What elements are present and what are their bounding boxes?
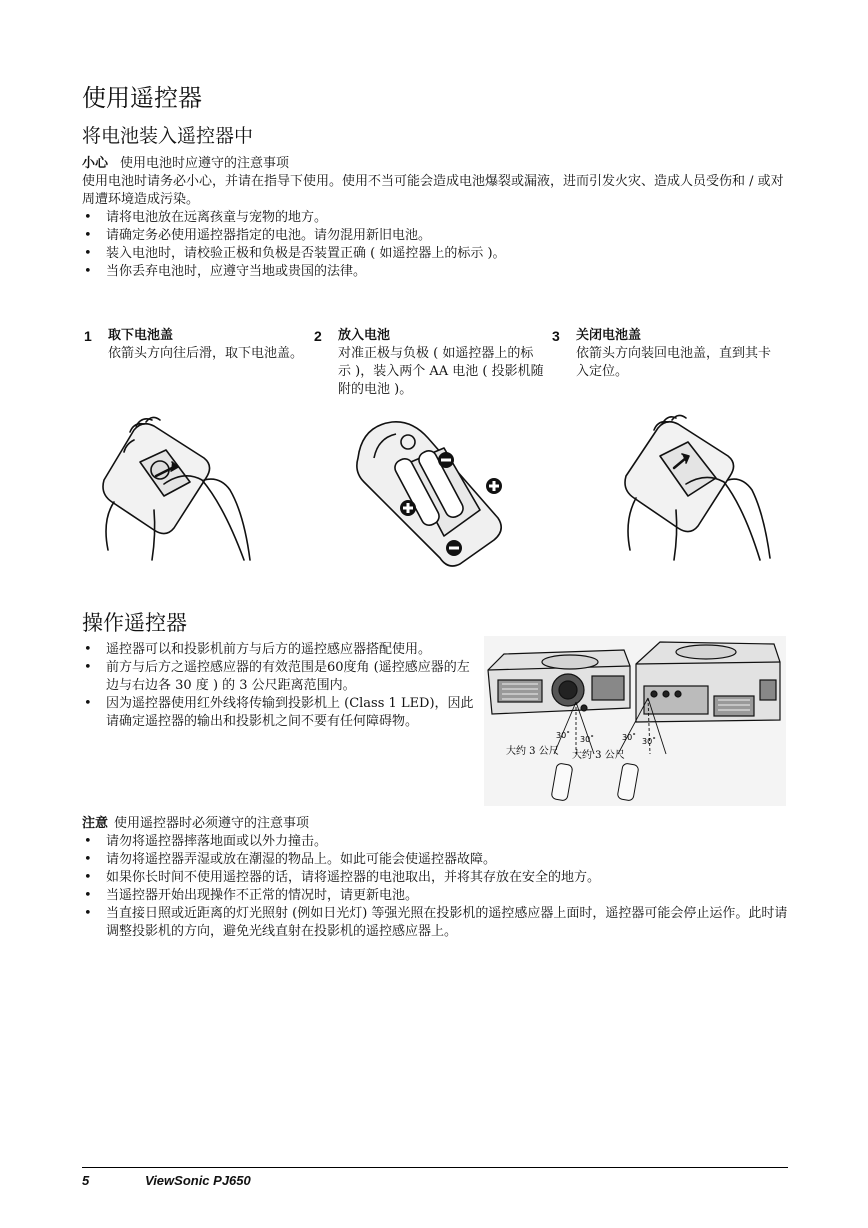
angle-label: 30˚ <box>642 737 657 746</box>
step-title: 放入电池 <box>338 328 391 343</box>
angle-label: 30˚ <box>580 735 595 744</box>
projector-rear-icon <box>636 642 780 722</box>
step-3 <box>552 327 772 381</box>
step-title: 关闭电池盖 <box>576 328 642 343</box>
plus-icon <box>400 500 416 516</box>
remote-range-figure <box>484 636 786 806</box>
minus-icon <box>438 452 454 468</box>
list-item: • 前方与后方之遥控感应器的有效范围是60度角 (遥控感应器的左边与右边各 30 度 ) 的 3 公尺距离范围内。 <box>82 659 477 695</box>
list-item: • 请将电池放在远离孩童与宠物的地方。 <box>82 209 792 227</box>
caution-text: 使用电池时请务必小心，并请在指导下使用。使用不当可能会造成电池爆裂或漏液，进而引发火灾、造成人员受伤和 / 或对周遭环境造成污染。 <box>82 174 784 207</box>
list-item: • 因为遥控器使用红外线将传输到投影机上 (Class 1 LED)，因此请确定遥控器的输出和投影机之间不要有任何障碍物。 <box>82 695 477 731</box>
list-item: • 请勿将遥控器摔落地面或以外力撞击。 <box>82 833 792 851</box>
step-2 <box>314 327 544 399</box>
footer-divider <box>82 1167 788 1168</box>
minus-icon <box>446 540 462 556</box>
step-number: 3 <box>552 328 560 344</box>
step-desc: 对准正极与负极 ( 如遥控器上的标示 )，装入两个 AA 电池 ( 投影机随附的电池 )。 <box>338 346 544 397</box>
caution-header <box>82 155 792 173</box>
close-cover-illustration <box>614 410 774 570</box>
list-item: • 当直接日照或近距离的灯光照射 (例如日光灯) 等强光照在投影机的遥控感应器上面时，遥控器可能会停止运作。此时请调整投影机的方向，避免光线直射在投影机的遥控感应器上。 <box>82 905 792 941</box>
list-item: • 当你丢弃电池时，应遵守当地或贵国的法律。 <box>82 263 792 281</box>
notes-block <box>82 815 792 941</box>
step-desc: 依箭头方向装回电池盖，直到其卡入定位。 <box>576 346 772 379</box>
section-heading-battery: 将电池装入遥控器中 <box>82 125 254 147</box>
caution-title: 使用电池时应遵守的注意事项 <box>120 156 290 171</box>
product-name: ViewSonic PJ650 <box>145 1173 251 1188</box>
caution-list <box>82 209 792 281</box>
step-number: 2 <box>314 328 322 344</box>
step-number: 1 <box>84 328 92 344</box>
projector-front-icon <box>488 650 630 714</box>
note-header <box>82 815 792 833</box>
page-title: 使用遥控器 <box>82 84 202 112</box>
operate-list <box>82 641 477 731</box>
step-title: 取下电池盖 <box>108 328 174 343</box>
remove-cover-illustration <box>94 410 254 570</box>
distance-label: 大约 3 公尺 <box>572 750 625 761</box>
plus-icon <box>486 478 502 494</box>
operate-list-block <box>82 641 477 731</box>
note-title: 使用遥控器时必须遵守的注意事项 <box>114 816 310 831</box>
angle-label: 30˚ <box>556 731 571 740</box>
list-item: • 请确定务必使用遥控器指定的电池。请勿混用新旧电池。 <box>82 227 792 245</box>
list-item: • 装入电池时，请校验正极和负极是否装置正确 ( 如遥控器上的标示 )。 <box>82 245 792 263</box>
insert-battery-illustration <box>348 418 508 568</box>
list-item: • 如果你长时间不使用遥控器的话，请将遥控器的电池取出，并将其存放在安全的地方。 <box>82 869 792 887</box>
section-heading-operate: 操作遥控器 <box>82 611 187 635</box>
angle-label: 30˚ <box>622 733 637 742</box>
step-desc: 依箭头方向往后滑，取下电池盖。 <box>108 346 304 361</box>
caution-label: 小心 <box>82 156 109 171</box>
list-item: • 当遥控器开始出现操作不正常的情况时，请更新电池。 <box>82 887 792 905</box>
distance-label: 大约 3 公尺 <box>506 746 559 757</box>
note-label: 注意 <box>82 816 109 831</box>
caution-block <box>82 155 792 281</box>
list-item: • 请勿将遥控器弄湿或放在潮湿的物品上。如此可能会使遥控器故障。 <box>82 851 792 869</box>
notes-list <box>82 833 792 941</box>
list-item: • 遥控器可以和投影机前方与后方的遥控感应器搭配使用。 <box>82 641 477 659</box>
page-number: 5 <box>82 1173 90 1188</box>
step-1 <box>84 327 304 363</box>
